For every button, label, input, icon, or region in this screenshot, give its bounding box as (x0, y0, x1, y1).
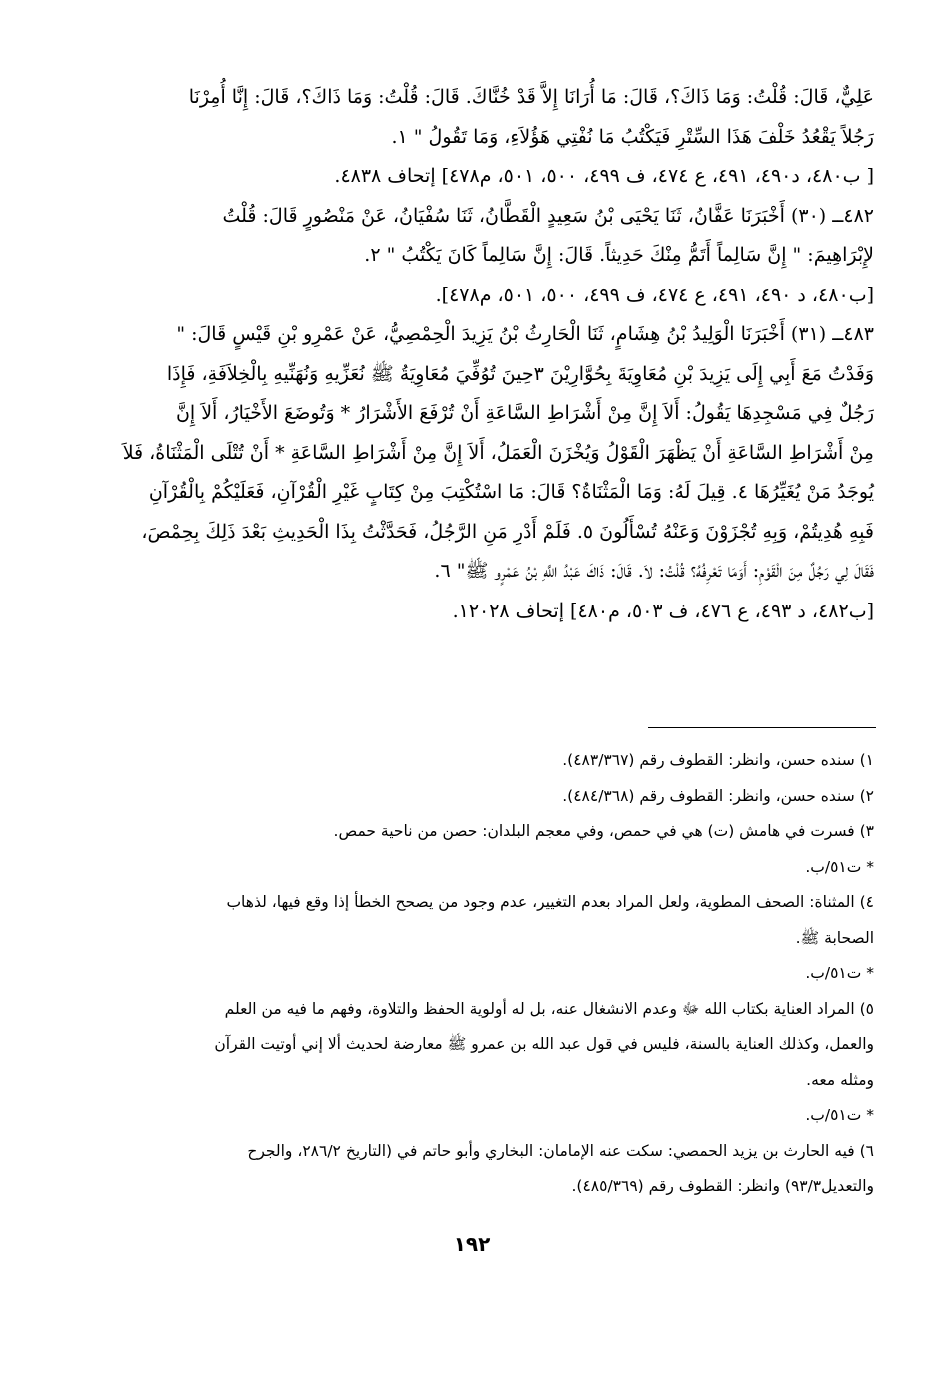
text-line: ٤٨٣ــ (٣١) أَخْبَرَنَا الْوَلِيدُ بْنُ هِشَامٍ، ثَنَا الْحَارِثُ بْنُ يَزِيدَ الْحِمْصِيُّ، عَنْ عَمْرِو بْنِ قَيْسٍ قَالَ: " (176, 323, 874, 345)
footnote-line: ٣) فسرت في هامش (ت) هي في حمص، وفي معجم البلدان: حصن من ناحية حمص. (333, 822, 874, 840)
text-line: يُوجَدُ مَنْ يُغَيِّرُهَا ٤. قِيلَ لَهُ: وَمَا الْمَثْنَاةُ؟ قَالَ: مَا اسْتُكْتِبَ مِنْ كِتَابٍ غَيْرِ الْقُرْآنِ، فَعَلَيْكُمْ بِالْقُرْآنِ (148, 481, 874, 503)
footnote-line: والعمل، وكذلك العناية بالسنة، فليس في قول عبد الله بن عمرو ﷺ معارضة لحديث ألا إني أوتيت القرآن (214, 1035, 874, 1053)
footnote-line: الصحابة ﷺ. (795, 928, 874, 947)
footnote-line: ١) سنده حسن، وانظر: القطوف رقم (٤٨٣/٣٦٧). (562, 751, 874, 769)
text-line: عَلِيٌّ، قَالَ: قُلْتُ: وَمَا ذَاكَ؟، قَالَ: مَا أُرَانَا إِلاَّ قَدْ خُنَّاكَ. قَالَ: قُلْتُ: وَمَا ذَاكَ؟، قَالَ: إِنَّا أُمِرْنَا (188, 86, 874, 108)
text-line: رَجُلٌ فِي مَسْجِدِهَا يَقُولُ: أَلاَ إِنَّ مِنْ أَشْرَاطِ السَّاعَةِ أَنْ تُرْفَعَ الأَشْرَارُ * وَتُوضَعَ الأَخْيَارُ، أَلاَ إِنَّ (175, 402, 874, 424)
text-line: فَقَالَ لِي رَجُلٌ مِنَ الْقَوْمِ: أَوَمَا تَعْرِفُهُ؟ قُلْتُ: لاَ. قَالَ: ذَاكَ عَبْدُ اللَّهِ بْنُ عَمْرٍو ﷺ" ٦. (434, 560, 874, 582)
footnote-divider (648, 727, 876, 728)
page-number: ١٩٢ (453, 1232, 491, 1256)
footnote-line: ٢) سنده حسن، وانظر: القطوف رقم (٤٨٤/٣٦٨). (562, 786, 874, 805)
footnote-line: ٦) فيه الحارث بن يزيد الحمصي: سكت عنه الإمامان: البخاري وأبو حاتم في (التاريخ ٢٨٦/٢، والجرح (247, 1141, 874, 1160)
text-line: [ب٤٨٢، د ٤٩٣، ع ٤٧٦، ف ٥٠٣، م٤٨٠] إتحاف ١٢٠٢٨. (452, 599, 874, 622)
footnote-line: * ت٥١/ب. (805, 857, 874, 876)
footnote-line: * ت٥١/ب. (805, 964, 874, 982)
text-line: [ ب٤٨٠، د٤٩٠، ٤٩١، ع ٤٧٤، ف ٤٩٩، ٥٠٠، ٥٠١، م٤٧٨] إتحاف ٤٨٣٨. (334, 165, 874, 187)
text-line: [ب٤٨٠، د ٤٩٠، ٤٩١، ع ٤٧٤، ف ٤٩٩، ٥٠٠، ٥٠١، م٤٧٨]. (435, 283, 874, 306)
footnote-line: ومثله معه. (806, 1070, 874, 1089)
text-line: وَفَدْتُ مَعَ أَبِي إِلَى يَزِيدَ بْنِ مُعَاوِيَةَ بِحُوَّارِيْنَ ٣حِينَ تُوُفِّيَ مُعَاوِيَةُ ﷺ نُعَزِّيهِ وَنُهَنِّيهِ بِالْخِلاَفَةِ، فَإِذَا (166, 362, 874, 385)
text-line: مِنْ أَشْرَاطِ السَّاعَةِ أَنْ يَظْهَرَ الْقَوْلُ وَيُخْزَنَ الْعَمَلُ، أَلاَ إِنَّ مِنْ أَشْرَاطِ السَّاعَةِ * أَنْ تُتْلَى الْمَثْنَاةُ، فَلاَ (122, 441, 874, 464)
text-line: فَبِهِ هُدِيتُمْ، وَبِهِ تُجْزَوْنَ وَعَنْهُ تُسْأَلُونَ ٥. فَلَمْ أَدْرِ مَنِ الرَّجُلُ، فَحَدَّثْتُ بِذَا الْحَدِيثِ بَعْدَ ذَلِكَ بِحِمْصَ، (141, 520, 874, 543)
footnotes (78, 743, 874, 1205)
footnote-line: والتعديل٩٣/٣) وانظر: القطوف رقم (٤٨٥/٣٦٩). (571, 1177, 874, 1195)
main-text (78, 78, 874, 631)
text-line: ٤٨٢ــ (٣٠) أَخْبَرَنَا عَفَّانُ، ثَنَا يَحْيَى بْنُ سَعِيدٍ الْقَطَّانُ، ثَنَا سُفْيَانُ، عَنْ مَنْصُورٍ قَالَ: قُلْتُ (222, 204, 874, 227)
text-line: رَجُلاً يَقْعُدُ خَلْفَ هَذَا السِّتْرِ فَيَكْتُبُ مَا نُفْتِي هَؤُلاَءِ، وَمَا تَقُولُ " ١. (391, 125, 874, 148)
footnote-line: ٥) المراد العناية بكتاب الله ﷻ وعدم الانشغال عنه، بل له أولوية الحفظ والتلاوة، وفهم ما فيه من العلم (224, 999, 874, 1018)
text-line: لإِبْرَاهِيمَ: " إِنَّ سَالِماً أَتَمُّ مِنْكَ حَدِيثاً. قَالَ: إِنَّ سَالِماً كَانَ يَكْتُبُ " ٢. (364, 244, 874, 266)
footnote-line: ٤) المثناة: الصحف المطوية، ولعل المراد بعدم التغيير، عدم وجود من يصحح الخطأ إذا وقع فيها، لذهاب (226, 893, 874, 911)
footnote-line: * ت٥١/ب. (805, 1106, 874, 1124)
